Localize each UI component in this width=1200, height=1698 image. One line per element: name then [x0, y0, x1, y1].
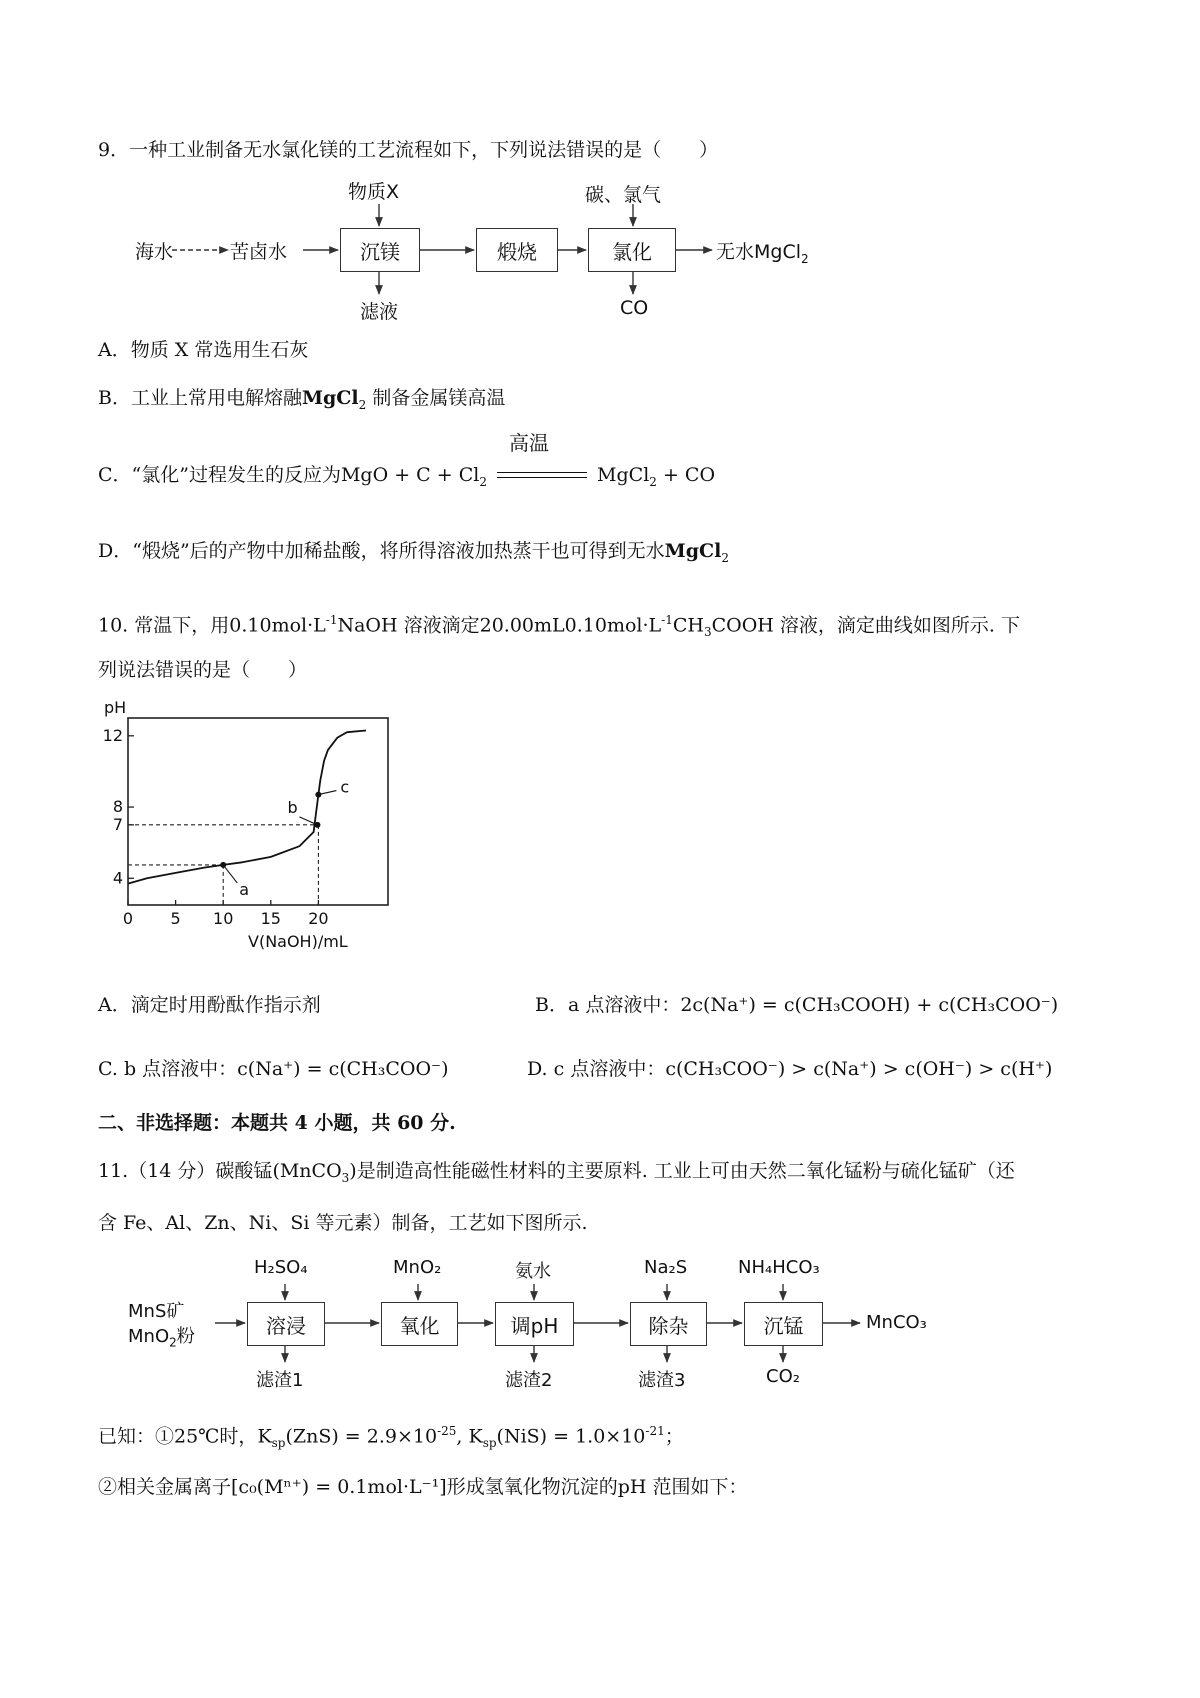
q11-step-adjust-ph — [495, 1302, 574, 1346]
q10-stem-line2: 列说法错误的是（ ） — [98, 659, 308, 681]
q11-step-label: 溶浸 — [266, 1313, 306, 1338]
q11-step-label: 调pH — [510, 1313, 559, 1338]
q9-option-c: C．“氯化”过程发生的反应为MgO + $C + Cl_2$ 高温 MgCl$_2$ + CO — [98, 431, 716, 489]
q11-flow-output-residue2: 滤渣2 — [505, 1370, 553, 1391]
q11-step-leaching — [247, 1302, 325, 1346]
q11-flow-input-na2s: Na₂S — [644, 1257, 688, 1278]
chart-point-leader — [318, 791, 336, 795]
q10-option-a: A．滴定时用酚酞作指示剂 — [98, 994, 321, 1016]
q11-step-label: 氧化 — [399, 1313, 440, 1338]
q9-option-a: A．物质 X 常选用生石灰 — [98, 339, 309, 361]
section-2-heading: 二、非选择题：本题共 4 小题，共 60 分. — [98, 1112, 456, 1134]
q9-step1-label: 沉镁 — [360, 239, 400, 264]
q9-step2-label: 煅烧 — [497, 239, 537, 264]
q10-option-c: C. b 点溶液中：c(Na⁺) = c(CH₃COO⁻) — [98, 1058, 449, 1080]
q9-step3-label: 氯化 — [612, 239, 652, 264]
chart-x-tick-label: 15 — [260, 909, 281, 928]
chart-y-tick-label: 4 — [112, 868, 123, 888]
q9-flow-input-carbon-chlorine: 碳、氯气 — [585, 184, 662, 206]
q11-flow-input-h2so4: H₂SO₄ — [254, 1257, 308, 1278]
chart-y-axis-label: pH — [104, 700, 127, 717]
q11-stem-line2: 含 Fe、Al、Zn、Ni、Si 等元素）制备，工艺如下图所示. — [98, 1212, 588, 1234]
q11-flow-output-residue1: 滤渣1 — [256, 1370, 304, 1391]
chart-plot-frame — [128, 718, 388, 905]
q9-flow-seawater: 海水 — [135, 241, 174, 263]
q9-option-b: B．工业上常用电解熔融MgCl$_2$ 制备金属镁高温 — [98, 387, 506, 412]
q11-flow-input-ammonia: 氨水 — [515, 1261, 551, 1282]
q9-reaction-equal-sign — [497, 472, 587, 473]
chart-point-label: a — [239, 879, 250, 899]
q11-stem-line1: 11.（14 分）碳酸锰(MnCO$_3$)是制造高性能磁性材料的主要原料. 工业上可由天然二氧化锰粉与硫化锰矿（还 — [98, 1160, 1015, 1185]
q9-step-calcination — [476, 228, 558, 272]
chart-x-axis-label: V(NaOH)/mL — [248, 932, 348, 951]
q9-flow-output-co: CO — [620, 297, 649, 319]
q9-step-mg-precipitation — [340, 228, 420, 272]
chart-point-leader — [223, 865, 237, 883]
q11-flow-raw-mns-ore: MnS矿 — [128, 1301, 185, 1322]
chart-y-tick-label: 12 — [102, 725, 123, 745]
q9-reaction-condition: 高温 — [509, 431, 549, 455]
chart-x-tick-label: 20 — [308, 909, 329, 928]
q10-option-d: D. c 点溶液中：c(CH₃COO⁻) > c(Na⁺) > c(OH⁻) > c(H⁺) — [527, 1058, 1053, 1080]
q11-step-impurity-removal — [630, 1302, 707, 1346]
q11-known-1: 已知：①25℃时，$K_{sp}(ZnS) = 2.9\times 10^{-25}$, $K_{sp}(NiS) = 1.0\times 10^{-21}$； — [98, 1424, 684, 1451]
chart-point-label: c — [340, 777, 350, 797]
q9-flow-product: 无水MgCl$_2$ — [716, 241, 809, 266]
q11-flow-product-mnco3: MnCO₃ — [866, 1312, 927, 1333]
q11-step-label: 沉锰 — [763, 1313, 804, 1338]
chart-titration-curve — [128, 731, 366, 884]
q9-option-d: D．“煅烧”后的产物中加稀盐酸，将所得溶液加热蒸干也可得到无水MgCl$_2$ — [98, 540, 729, 565]
q11-step-mn-precipitation — [744, 1302, 823, 1346]
q9-flow-input-x: 物质X — [348, 181, 400, 203]
chart-point-label: b — [287, 797, 298, 817]
q11-flow-input-mno2: MnO₂ — [393, 1257, 442, 1278]
q9-flow-output-filtrate: 滤液 — [360, 301, 399, 323]
q11-step-oxidation — [381, 1302, 458, 1346]
q11-flow-output-co2: CO₂ — [766, 1366, 800, 1387]
q11-flow-input-nh4hco3: NH₄HCO₃ — [738, 1257, 820, 1278]
q11-step-label: 除杂 — [648, 1313, 689, 1338]
chart-x-tick-label: 0 — [122, 909, 134, 928]
q10-titration-chart — [98, 700, 418, 960]
q10-option-b: B．a 点溶液中：2c(Na⁺) = c(CH₃COOH) + c(CH₃COO⁻) — [535, 994, 1059, 1016]
q9-step-chlorination — [588, 228, 676, 272]
chart-y-tick-label: 8 — [112, 797, 123, 817]
q9-flow-brine: 苦卤水 — [230, 241, 288, 263]
q11-flow-raw-mno2-powder: MnO$_2$粉 — [128, 1326, 195, 1350]
chart-y-tick-label: 7 — [112, 814, 123, 834]
q11-known-2: ②相关金属离子[c₀(Mⁿ⁺) = 0.1mol·L⁻¹]形成氢氧化物沉淀的pH 范围如下： — [98, 1476, 748, 1498]
q9-stem: 9．一种工业制备无水氯化镁的工艺流程如下，下列说法错误的是（ ） — [98, 139, 719, 161]
q11-flow-output-residue3: 滤渣3 — [638, 1370, 686, 1391]
chart-x-tick-label: 5 — [170, 909, 181, 928]
chart-x-tick-label: 10 — [213, 909, 234, 928]
q10-stem-line1: 10. 常温下，用$0.10mol\cdot L^{-1}NaOH$ 溶液滴定$20.00mL0.10mol\cdot L^{-1}CH_3COOH$ 溶液，滴定曲线如图所示. 下 — [98, 613, 1020, 640]
